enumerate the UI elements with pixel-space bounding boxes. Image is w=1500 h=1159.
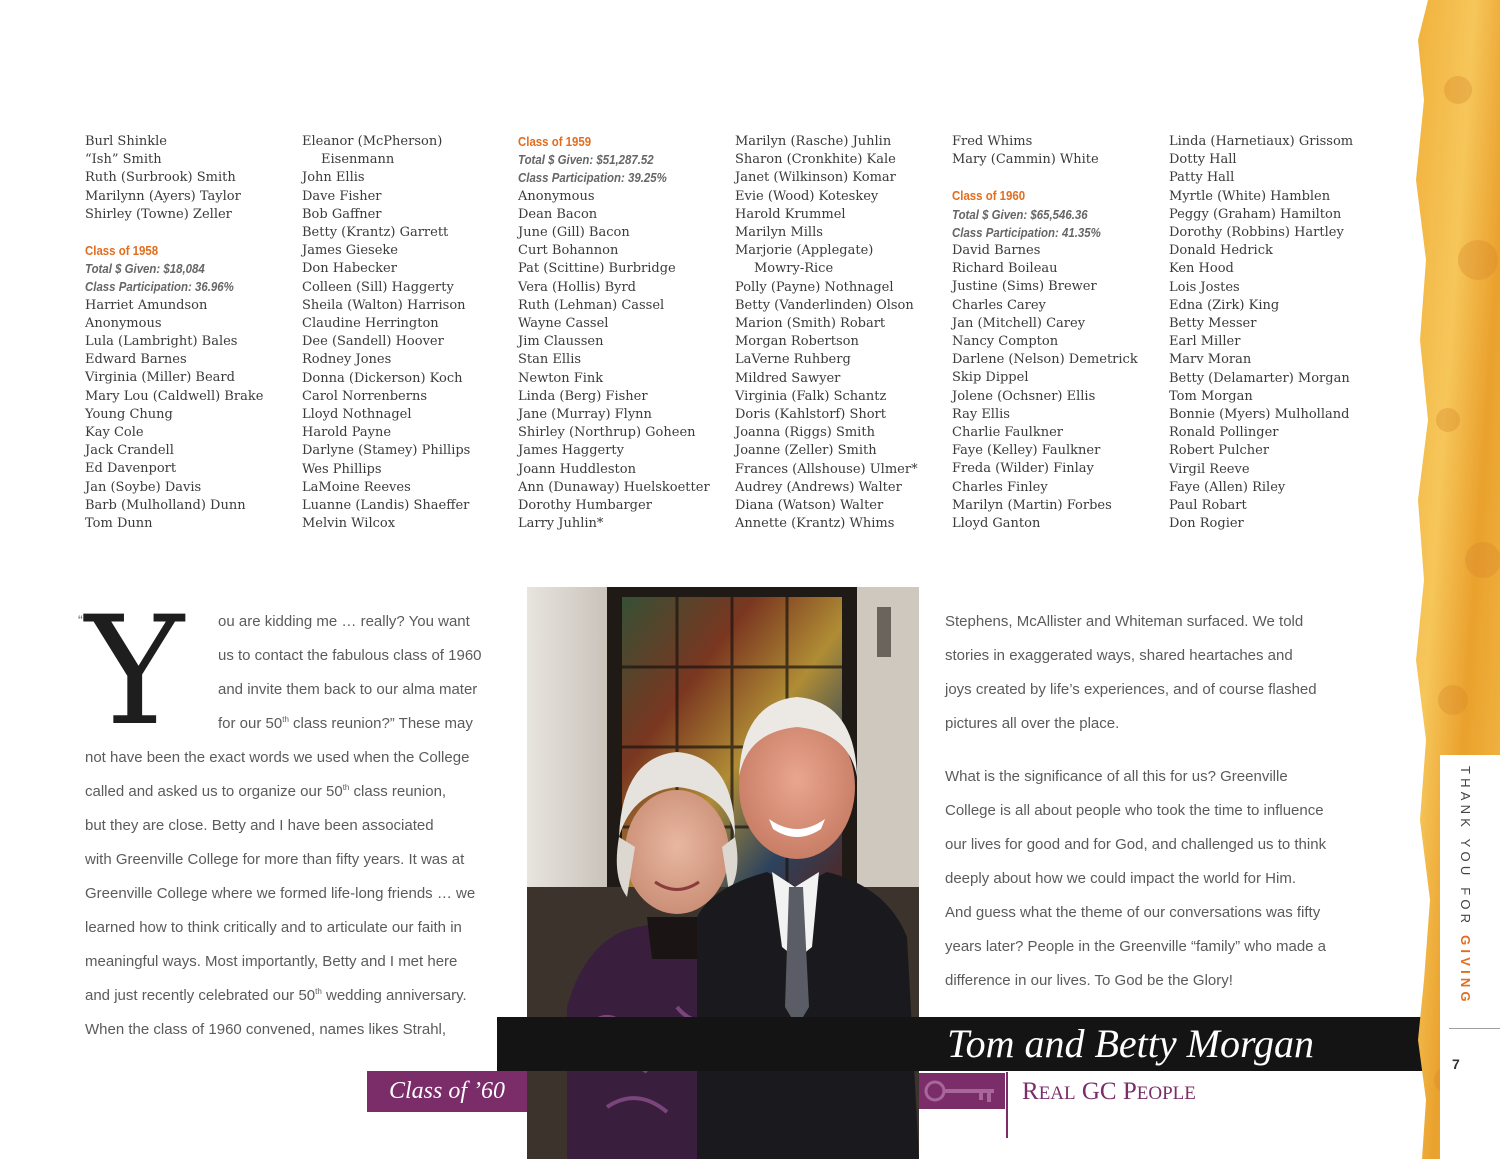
donor-name: Harriet Amundson	[85, 297, 208, 313]
donor-name: Don Habecker	[302, 261, 397, 277]
donor-name: LaVerne Ruhberg	[735, 352, 851, 368]
donor-name: Charles Finley	[952, 479, 1048, 495]
donor-name: Luanne (Landis) Shaeffer	[302, 498, 470, 514]
donor-name: Faye (Kelley) Faulkner	[952, 443, 1101, 459]
donor-name: Burl Shinkle	[85, 134, 167, 149]
donor-name: Earl Miller	[1169, 334, 1241, 350]
donor-column-6	[1169, 133, 1384, 533]
donor-name: Claudine Herrington	[302, 316, 439, 332]
donor-name: Mary Lou (Caldwell) Brake	[85, 388, 264, 404]
donor-name: Jan (Soybe) Davis	[85, 479, 202, 495]
donor-name: Dorothy Humbarger	[518, 498, 652, 514]
donor-name: Jim Claussen	[518, 334, 604, 350]
donor-name: Fred Whims	[952, 134, 1033, 149]
donor-name: Ken Hood	[1169, 261, 1234, 277]
donor-name: Lloyd Ganton	[952, 516, 1041, 532]
donor-name: LaMoine Reeves	[302, 479, 411, 495]
donor-name: James Gieseke	[302, 243, 398, 259]
class-statistic: Total $ Given: $51,287.52	[518, 152, 654, 168]
open-quote: “	[78, 612, 83, 628]
donor-name: Betty Messer	[1169, 316, 1257, 332]
donor-name: David Barnes	[952, 243, 1041, 259]
donor-name: Dave Fisher	[302, 188, 382, 204]
donor-name: Virginia (Falk) Schantz	[735, 388, 887, 404]
class-statistic: Class Participation: 39.25%	[518, 170, 667, 186]
donor-name: Shirley (Northrup) Goheen	[518, 425, 696, 441]
donor-name: Betty (Krantz) Garrett	[302, 225, 449, 241]
donor-name: Marilyn Mills	[735, 225, 823, 241]
donor-name: Colleen (Sill) Haggerty	[302, 279, 454, 295]
class-statistic: Total $ Given: $65,546.36	[952, 206, 1088, 222]
donor-name: Marv Moran	[1169, 352, 1252, 368]
donor-name: “Ish” Smith	[85, 152, 162, 168]
donor-name: Jolene (Ochsner) Ellis	[952, 388, 1096, 404]
donor-name: Donna (Dickerson) Koch	[302, 370, 463, 386]
donor-name: Melvin Wilcox	[302, 516, 396, 532]
couple-photo-illustration	[527, 587, 919, 1159]
donor-name: Patty Hall	[1169, 170, 1235, 186]
donor-name: Polly (Payne) Nothnagel	[735, 279, 894, 295]
donor-name: Betty (Vanderlinden) Olson	[735, 297, 914, 313]
donor-name: Edna (Zirk) King	[1169, 297, 1280, 313]
donor-name: John Ellis	[302, 170, 365, 186]
donor-name: Joanne (Zeller) Smith	[735, 443, 877, 459]
donor-name: Virgil Reeve	[1169, 461, 1250, 477]
donor-name: Wes Phillips	[302, 461, 382, 477]
page-number: 7	[1452, 1056, 1460, 1072]
sidebar-rule	[1449, 1028, 1500, 1029]
donor-name: Dee (Sandell) Hoover	[302, 334, 444, 350]
donor-name: Vera (Hollis) Byrd	[518, 279, 637, 295]
donor-name: Doris (Kahlstorf) Short	[735, 407, 886, 423]
feature-names-title: Tom and Betty Morgan	[947, 1021, 1315, 1066]
story-line: College is all about people who took the time to influence	[945, 802, 1324, 819]
class-year-heading: Class of 1960	[952, 188, 1026, 204]
section-gap	[85, 224, 300, 242]
donor-name: Ann (Dunaway) Huelskoetter	[518, 479, 710, 495]
donor-name: Paul Robart	[1169, 498, 1247, 514]
donor-name: Nancy Compton	[952, 334, 1059, 350]
donor-name: Mary (Cammin) White	[952, 152, 1099, 168]
class-year-heading: Class of 1959	[518, 134, 592, 149]
story-line: ou are kidding me … really? You want	[218, 613, 470, 630]
real-gc-people-label: REAL GC PEOPLE	[1022, 1078, 1196, 1105]
thank-you-for-giving-label: THANK YOU FOR GIVING	[1458, 766, 1473, 1006]
donor-name: Frances (Allshouse) Ulmer*	[735, 461, 918, 477]
donor-name: Shirley (Towne) Zeller	[85, 206, 232, 222]
story-line: difference in our lives. To God be the Glory!	[945, 972, 1233, 989]
story-line: and invite them back to our alma mater	[218, 681, 478, 698]
donor-name: Freda (Wilder) Finlay	[952, 461, 1094, 477]
donor-name: Peggy (Graham) Hamilton	[1169, 206, 1342, 222]
donor-name: Edward Barnes	[85, 352, 187, 368]
donor-name: Ray Ellis	[952, 406, 1010, 422]
class-statistic: Class Participation: 41.35%	[952, 224, 1101, 240]
donor-column-3	[518, 133, 733, 533]
donor-name: Joann Huddleston	[518, 461, 636, 477]
donor-name: Larry Juhlin*	[518, 516, 604, 532]
donor-name: Marion (Smith) Robart	[735, 316, 886, 332]
story-line: but they are close. Betty and I have been associated	[85, 817, 434, 834]
donor-name: Newton Fink	[518, 370, 604, 386]
donor-name: Carol Norrenberns	[302, 388, 427, 404]
donor-name: Rodney Jones	[302, 352, 392, 368]
donor-name: Sharon (Cronkhite) Kale	[735, 152, 896, 168]
donor-name: Evie (Wood) Koteskey	[735, 188, 879, 204]
story-line: Stephens, McAllister and Whiteman surfaced. We told	[945, 613, 1304, 630]
donor-name: Charles Carey	[952, 297, 1046, 313]
donor-name: Jack Crandell	[85, 443, 174, 459]
story-line: learned how to think critically and to articulate our faith in	[85, 919, 462, 936]
donor-name: Eisenmann	[321, 152, 395, 168]
donor-name: Marilynn (Ayers) Taylor	[85, 188, 241, 204]
donor-name: Curt Bohannon	[518, 243, 619, 259]
key-icon	[919, 1073, 1005, 1109]
donor-name: Robert Pulcher	[1169, 443, 1270, 459]
donor-column-4	[735, 133, 950, 533]
donor-name: Donald Hedrick	[1169, 243, 1273, 259]
donor-name: Audrey (Andrews) Walter	[735, 479, 902, 495]
donor-name: Don Rogier	[1169, 516, 1244, 532]
donor-name: June (Gill) Bacon	[518, 225, 630, 241]
story-line: pictures all over the place.	[945, 715, 1120, 732]
donor-name: Bob Gaffner	[302, 206, 382, 222]
story-line: not have been the exact words we used when the College	[85, 749, 470, 766]
section-gap	[952, 169, 1167, 187]
story-line: stories in exaggerated ways, shared heartaches and	[945, 647, 1293, 664]
donor-name: Mowry-Rice	[754, 261, 834, 277]
story-line: When the class of 1960 convened, names likes Strahl,	[85, 1021, 447, 1038]
donor-name: Barb (Mulholland) Dunn	[85, 497, 246, 513]
donor-name: Dorothy (Robbins) Hartley	[1169, 225, 1344, 241]
donor-name: Kay Cole	[85, 425, 144, 441]
donor-name: Tom Dunn	[85, 516, 153, 532]
donor-name: Mildred Sawyer	[735, 370, 841, 386]
donor-name: Ronald Pollinger	[1169, 425, 1279, 441]
donor-name: Harold Payne	[302, 425, 392, 441]
drop-cap: Y	[85, 585, 185, 759]
story-line: deeply about how we could impact the world for Him.	[945, 870, 1297, 887]
donor-name: Eleanor (McPherson)	[302, 134, 443, 149]
donor-name: Ed Davenport	[85, 461, 177, 477]
story-line: our lives for good and for God, and challenged us to think	[945, 836, 1327, 853]
donor-name: Myrtle (White) Hamblen	[1169, 188, 1331, 204]
couple-photo	[527, 587, 919, 1159]
donor-name: Linda (Berg) Fisher	[518, 388, 648, 404]
donor-name: Dean Bacon	[518, 206, 598, 222]
donor-name: Marjorie (Applegate)	[735, 243, 874, 259]
class-statistic: Class Participation: 36.96%	[85, 279, 234, 295]
story-line: and just recently celebrated our 50th wedding anniversary.	[85, 987, 467, 1004]
donor-name: Ruth (Surbrook) Smith	[85, 170, 236, 186]
donor-column-2	[302, 133, 517, 533]
donor-name: Marilyn (Rasche) Juhlin	[735, 134, 892, 149]
donor-name: Joanna (Riggs) Smith	[735, 425, 875, 441]
story-line: called and asked us to organize our 50th class reunion,	[85, 783, 447, 800]
donor-column-1	[85, 133, 300, 533]
donor-name: Jane (Murray) Flynn	[518, 407, 652, 423]
donor-name: Harold Krummel	[735, 206, 846, 222]
story-line: And guess what the theme of our conversations was fifty	[945, 904, 1321, 921]
donor-name: Faye (Allen) Riley	[1169, 479, 1286, 495]
donor-name: Morgan Robertson	[735, 334, 859, 350]
story-line: for our 50th class reunion?” These may	[218, 715, 473, 732]
story-line: Greenville College where we formed life-long friends … we	[85, 885, 476, 902]
donor-name: Skip Dippel	[952, 370, 1029, 386]
class-statistic: Total $ Given: $18,084	[85, 261, 205, 277]
donor-name: Ruth (Lehman) Cassel	[518, 297, 665, 313]
donor-column-5	[952, 133, 1167, 533]
donor-name: Tom Morgan	[1169, 388, 1253, 404]
donor-name: Anonymous	[518, 188, 595, 204]
donor-name: Virginia (Miller) Beard	[85, 370, 235, 386]
story-line: years later? People in the Greenville “family” who made a	[945, 938, 1327, 955]
donor-name: James Haggerty	[518, 443, 624, 459]
donor-name: Stan Ellis	[518, 352, 582, 368]
donor-name: Lois Jostes	[1169, 279, 1240, 295]
donor-name: Betty (Delamarter) Morgan	[1169, 370, 1350, 386]
donor-name: Darlene (Nelson) Demetrick	[952, 352, 1138, 368]
donor-name: Wayne Cassel	[518, 316, 609, 332]
donor-name: Janet (Wilkinson) Komar	[735, 170, 896, 186]
donor-name: Charlie Faulkner	[952, 425, 1064, 441]
donor-name: Young Chung	[85, 406, 173, 422]
donor-name: Lloyd Nothnagel	[302, 407, 412, 423]
donor-name: Darlyne (Stamey) Phillips	[302, 443, 471, 459]
donor-name: Diana (Watson) Walter	[735, 498, 884, 514]
donor-name: Marilyn (Martin) Forbes	[952, 497, 1112, 513]
story-line: What is the significance of all this for us? Greenville	[945, 768, 1288, 785]
story-line: meaningful ways. Most importantly, Betty and I met here	[85, 953, 458, 970]
donor-name: Jan (Mitchell) Carey	[952, 315, 1086, 331]
donor-name: Lula (Lambright) Bales	[85, 334, 238, 350]
donor-name: Justine (Sims) Brewer	[952, 279, 1097, 295]
story-line: joys created by life’s experiences, and of course flashed	[945, 681, 1317, 698]
donor-name: Bonnie (Myers) Mulholland	[1169, 407, 1350, 423]
key-divider	[1006, 1072, 1008, 1138]
donor-name: Annette (Krantz) Whims	[735, 516, 895, 532]
class-tag: Class of ’60	[367, 1071, 527, 1112]
story-line: with Greenville College for more than fifty years. It was at	[85, 851, 465, 868]
donor-name: Richard Boileau	[952, 261, 1058, 277]
donor-name: Sheila (Walton) Harrison	[302, 297, 466, 313]
donor-name: Anonymous	[85, 315, 162, 331]
class-year-heading: Class of 1958	[85, 243, 159, 259]
donor-name: Linda (Harnetiaux) Grissom	[1169, 134, 1354, 149]
donor-name: Dotty Hall	[1169, 152, 1237, 168]
story-line: us to contact the fabulous class of 1960	[218, 647, 482, 664]
donor-name: Pat (Scittine) Burbridge	[518, 261, 676, 277]
